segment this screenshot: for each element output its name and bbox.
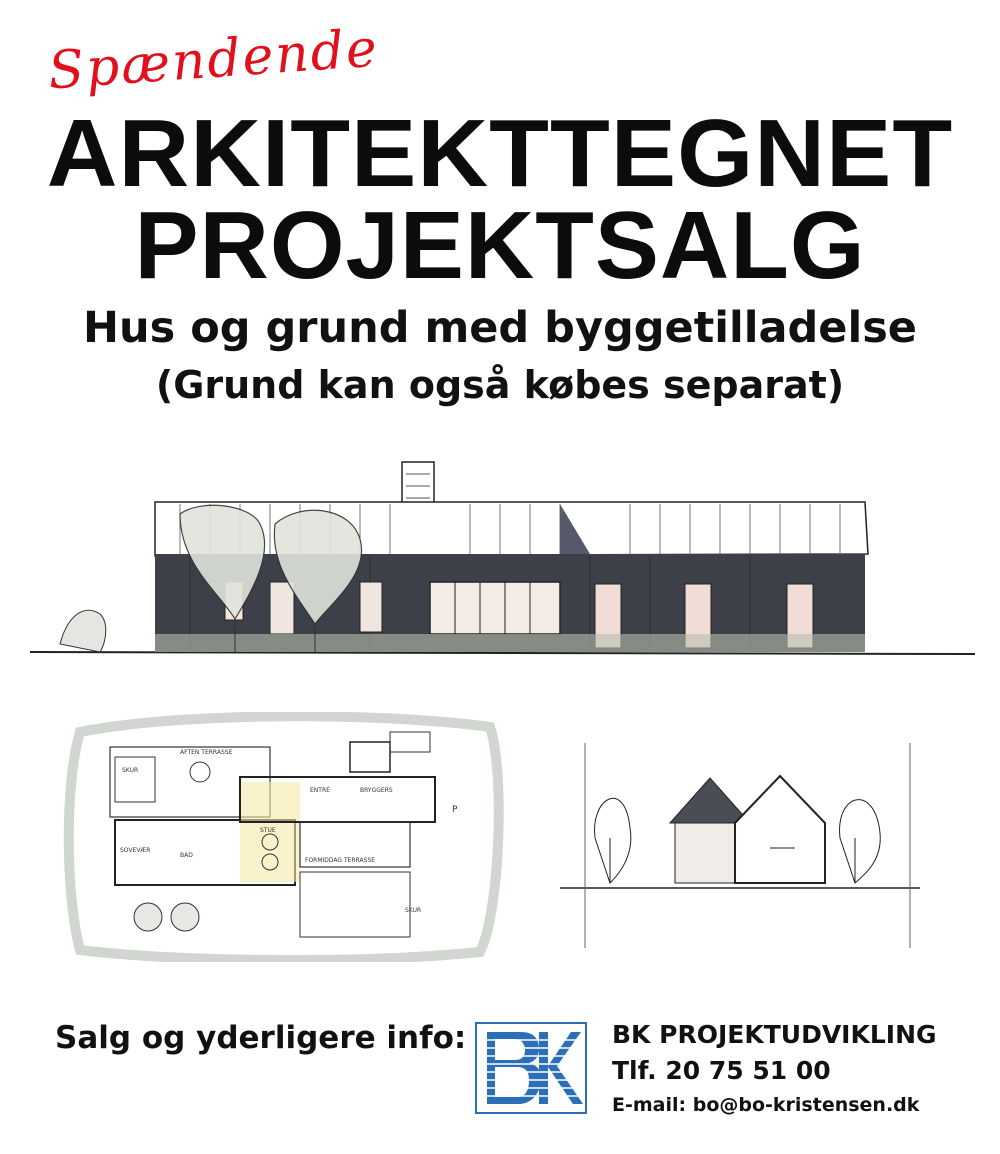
company-email[interactable]: E-mail: bo@bo-kristensen.dk [612,1094,920,1116]
plan-label-entre: ENTRÉ [310,787,330,794]
footer-info-label: Salg og yderligere info: [55,1020,467,1056]
plan-label-p: P [452,805,458,815]
subtitle-line1: Hus og grund med byggetilladelse [83,303,917,353]
elevation-sketch [30,444,975,689]
plan-label-skur-left: SKUR [122,767,139,774]
company-name: BK PROJEKTUDVIKLING [612,1020,937,1049]
plan-label-bryggers: BRYGGERS [360,787,393,794]
headline-line1: ARKITEKTTEGNET [46,100,954,207]
plan-label-stue: STUE [260,827,276,834]
headline-line2: PROJEKTSALG [134,192,866,299]
company-phone[interactable]: Tlf. 20 75 51 00 [612,1056,831,1085]
plan-label-terrace-bottom: FORMIDDAG TERRASSE [305,857,376,864]
section-sketch [555,738,925,953]
plan-label-skur-right: SKUR [405,907,422,914]
floor-plan-sketch [60,712,505,962]
plan-label-terrace-top: AFTEN TERRASSE [180,749,233,756]
company-logo [475,1022,587,1114]
subtitle-line2: (Grund kan også købes separat) [155,363,845,407]
plan-label-sove: SOVEVÆR [120,847,151,854]
script-word: Spændende [46,18,381,102]
company-contact [612,1020,937,1116]
plan-label-bad: BAD [180,852,193,859]
